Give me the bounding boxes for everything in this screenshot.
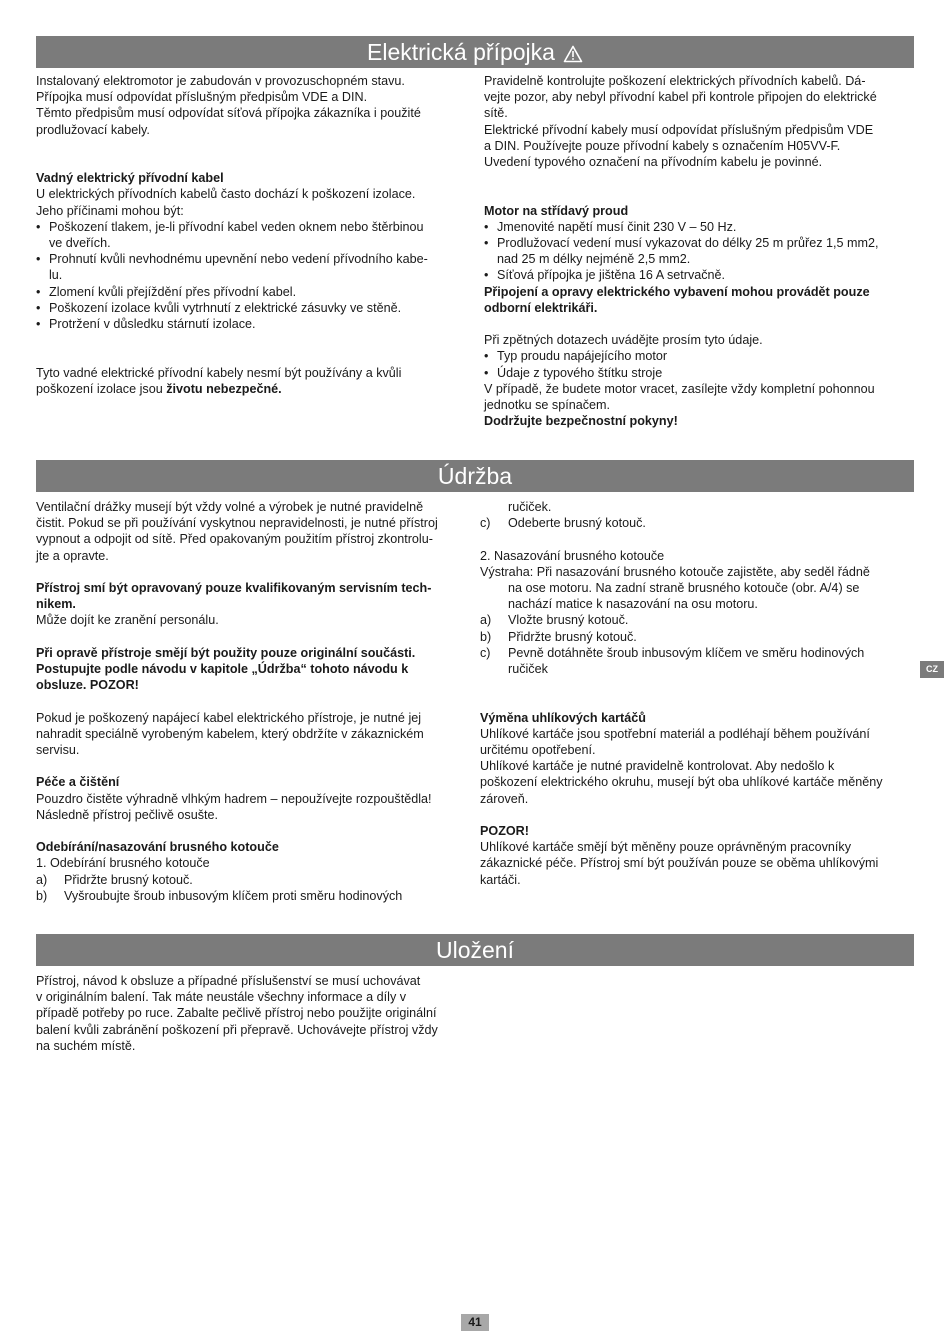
text-line: U elektrických přívodních kabelů často dochází k poškození izolace. (36, 187, 416, 202)
maintenance-left-column (36, 499, 472, 904)
bold-note: nikem. (36, 597, 76, 612)
list-item: • Zlomení kvůli přejíždění přes přívodní kabel. (36, 284, 470, 300)
text-line: zákaznické péče. Přístroj smí být používán pouze se oběma uhlíkovými (480, 856, 879, 871)
section-header-electrical (36, 36, 914, 68)
text-line: případě potřeby po ruce. Zabalte pečlivě přístroj nebo použijte originální (36, 1006, 437, 1021)
bold-note: Při opravě přístroje smějí být použity pouze originální součásti. (36, 645, 416, 660)
list-item: • Údaje z typového štítku stroje (484, 365, 916, 381)
text-line: Přístroj, návod k obsluze a případné příslušenství se musí uchovávat (36, 974, 421, 988)
electrical-right-column (484, 73, 916, 429)
text-line: Uhlíkové kartáče je nutné pravidelně kontrolovat. Aby nedošlo k (480, 759, 835, 774)
step-heading: 2. Nasazování brusného kotouče (480, 548, 665, 563)
subheading-defective-cable: Vadný elektrický přívodní kabel (36, 171, 224, 186)
step-item: c) Odeberte brusný kotouč. (480, 516, 646, 531)
text-line: Pokud je poškozený napájecí kabel elektrického přístroje, je nutné jej (36, 710, 422, 725)
step-item: a) Přidržte brusný kotouč. (36, 872, 193, 887)
warning-triangle-icon (563, 39, 583, 71)
bold-note: Přístroj smí být opravovaný pouze kvalifikovaným servisním tech- (36, 581, 432, 595)
subheading-ac-motor: Motor na střídavý proud (484, 203, 629, 218)
text-line: Instalovaný elektromotor je zabudován v provozuschopném stavu. (36, 74, 405, 88)
bold-note: Postupujte podle návodu v kapitole „Údržba“ tohoto návodu k (36, 662, 409, 676)
step-item: c) Pevně dotáhněte šroub inbusovým klíčem ve směru hodinových (480, 645, 865, 660)
text-line: Elektrické přívodní kabely musí odpovídat příslušným předpisům VDE (484, 122, 874, 137)
list-item-continuation: nad 25 m délky nejméně 2,5 mm2. (497, 252, 691, 267)
bold-note: odborní elektrikáři. (484, 300, 598, 315)
electrical-left-column (36, 73, 470, 397)
list-item: • Síťová přípojka je jištěna 16 A setrvačně. (484, 267, 916, 283)
list-item-continuation: ve dveřích. (49, 236, 111, 251)
step-heading: 1. Odebírání brusného kotouče (36, 856, 210, 871)
step-item: b) Vyšroubujte šroub inbusovým klíčem proti směru hodinových (36, 888, 403, 903)
list-item: • Jmenovité napětí musí činit 230 V – 50 Hz. (484, 219, 916, 235)
bold-note: obsluze. POZOR! (36, 678, 139, 693)
text-line: Těmto předpisům musí odpovídat síťová přípojka zákazníka i použité (36, 106, 421, 121)
text-line: Při zpětných dotazech uvádějte prosím tyto údaje. (484, 333, 763, 348)
section-title: Elektrická přípojka (367, 39, 555, 65)
section-title: Údržba (437, 463, 513, 489)
warning-line: na ose motoru. Na zadní straně brusného kotouče (obr. A/4) se (508, 581, 860, 595)
page-number: 41 (461, 1314, 489, 1331)
text-line: Pravidelně kontrolujte poškození elektrických přívodních kabelů. Dá- (484, 74, 866, 88)
text-line: servisu. (36, 743, 80, 757)
list-item: • Typ proudu napájejícího motor (484, 348, 916, 364)
text-line: Pouzdro čistěte výhradně vlhkým hadrem – nepoužívejte rozpouštědla! (36, 791, 432, 806)
section-header-maintenance (36, 460, 914, 492)
danger-line: poškození izolace jsou životu nebezpečné. (36, 381, 282, 396)
storage-column (36, 973, 476, 1054)
text-line: prodlužovací kabely. (36, 122, 150, 137)
list-item: • Poškození izolace kvůli vytrhnutí z elektrické zásuvky ve stěně. (36, 300, 470, 316)
maintenance-right-column (480, 499, 916, 888)
subheading-disc-removal: Odebírání/nasazování brusného kotouče (36, 840, 279, 855)
text-line: a DIN. Používejte pouze přívodní kabely s označením H05VV-F. (484, 138, 841, 153)
text-line: nahradit speciálně vyrobeným kabelem, který obdržíte v zákaznickém (36, 726, 424, 741)
text-line: balení kvůli zabránění poškození při přepravě. Uchovávejte přístroj vždy (36, 1022, 438, 1037)
text-line: Uhlíkové kartáče jsou spotřební materiál a podléhají během používání (480, 726, 870, 741)
text-line: jte a opravte. (36, 548, 109, 563)
text-line: poškození elektrického okruhu, musejí být oba uhlíkové kartáče měněny (480, 775, 883, 790)
bold-note: Připojení a opravy elektrického vybavení mohou provádět pouze (484, 284, 870, 299)
warning-line: nachází matice k nasazování na osu motoru. (508, 597, 758, 612)
list-item: • Protržení v důsledku stárnutí izolace. (36, 316, 470, 332)
text-line: vypnout a odpojit od sítě. Před opakovaným použitím přístroj zkontrolu- (36, 532, 433, 547)
warning-line: Výstraha: Při nasazování brusného kotouče zajistěte, aby seděl řádně (480, 564, 870, 579)
text-line: Uhlíkové kartáče smějí být měněny pouze oprávněným pracovníky (480, 840, 851, 855)
section-title: Uložení (436, 937, 514, 963)
text-line: Uvedení typového označení na přívodním kabelu je povinné. (484, 155, 823, 170)
step-item-continuation: ručiček (508, 662, 548, 677)
attention-heading: POZOR! (480, 824, 529, 839)
text-line: V případě, že budete motor vracet, zasílejte vždy kompletní pohonnou (484, 381, 875, 396)
subheading-carbon-brushes: Výměna uhlíkových kartáčů (480, 710, 646, 725)
text-line: Může dojít ke zranění personálu. (36, 613, 219, 628)
text-line: čistit. Pokud se při používání vyskytnou nepravidelnosti, je nutné přístroj (36, 516, 438, 531)
list-item: • Prodlužovací vedení musí vykazovat do délky 25 m průřez 1,5 mm2, (484, 235, 916, 251)
text-line: kartáči. (480, 872, 521, 887)
list-item: • Poškození tlakem, je-li přívodní kabel veden oknem nebo štěrbinou (36, 219, 470, 235)
danger-emphasis: životu nebezpečné. (166, 381, 282, 396)
step-item-continuation: ručiček. (508, 500, 552, 514)
text-line: jednotku se spínačem. (484, 398, 611, 413)
text-line: Ventilační drážky musejí být vždy volné a výrobek je nutné pravidelně (36, 500, 424, 514)
list-item-continuation: lu. (49, 268, 63, 283)
text-line: sítě. (484, 106, 508, 121)
subheading-care-cleaning: Péče a čištění (36, 775, 120, 790)
text-line: Tyto vadné elektrické přívodní kabely nesmí být používány a kvůli (36, 365, 402, 380)
section-header-storage (36, 934, 914, 966)
text-line: zároveň. (480, 791, 529, 806)
text-line: Přípojka musí odpovídat příslušným předpisům VDE a DIN. (36, 90, 368, 105)
text-line: určitému opotřebení. (480, 743, 596, 758)
step-item: b) Přidržte brusný kotouč. (480, 629, 637, 644)
language-tab: CZ (920, 661, 944, 678)
text-line: v originálním balení. Tak máte neustále všechny informace a díly v (36, 990, 407, 1005)
safety-note: Dodržujte bezpečnostní pokyny! (484, 414, 678, 429)
text-line: vejte pozor, aby nebyl přívodní kabel při kontrole připojen do elektrické (484, 90, 877, 105)
list-item: • Prohnutí kvůli nevhodnému upevnění nebo vedení přívodního kabe- (36, 251, 470, 267)
text-line: Následně přístroj pečlivě osušte. (36, 807, 219, 822)
text-line: Jeho příčinami mohou být: (36, 203, 184, 218)
text-line: na suchém místě. (36, 1038, 136, 1053)
step-item: a) Vložte brusný kotouč. (480, 613, 629, 628)
